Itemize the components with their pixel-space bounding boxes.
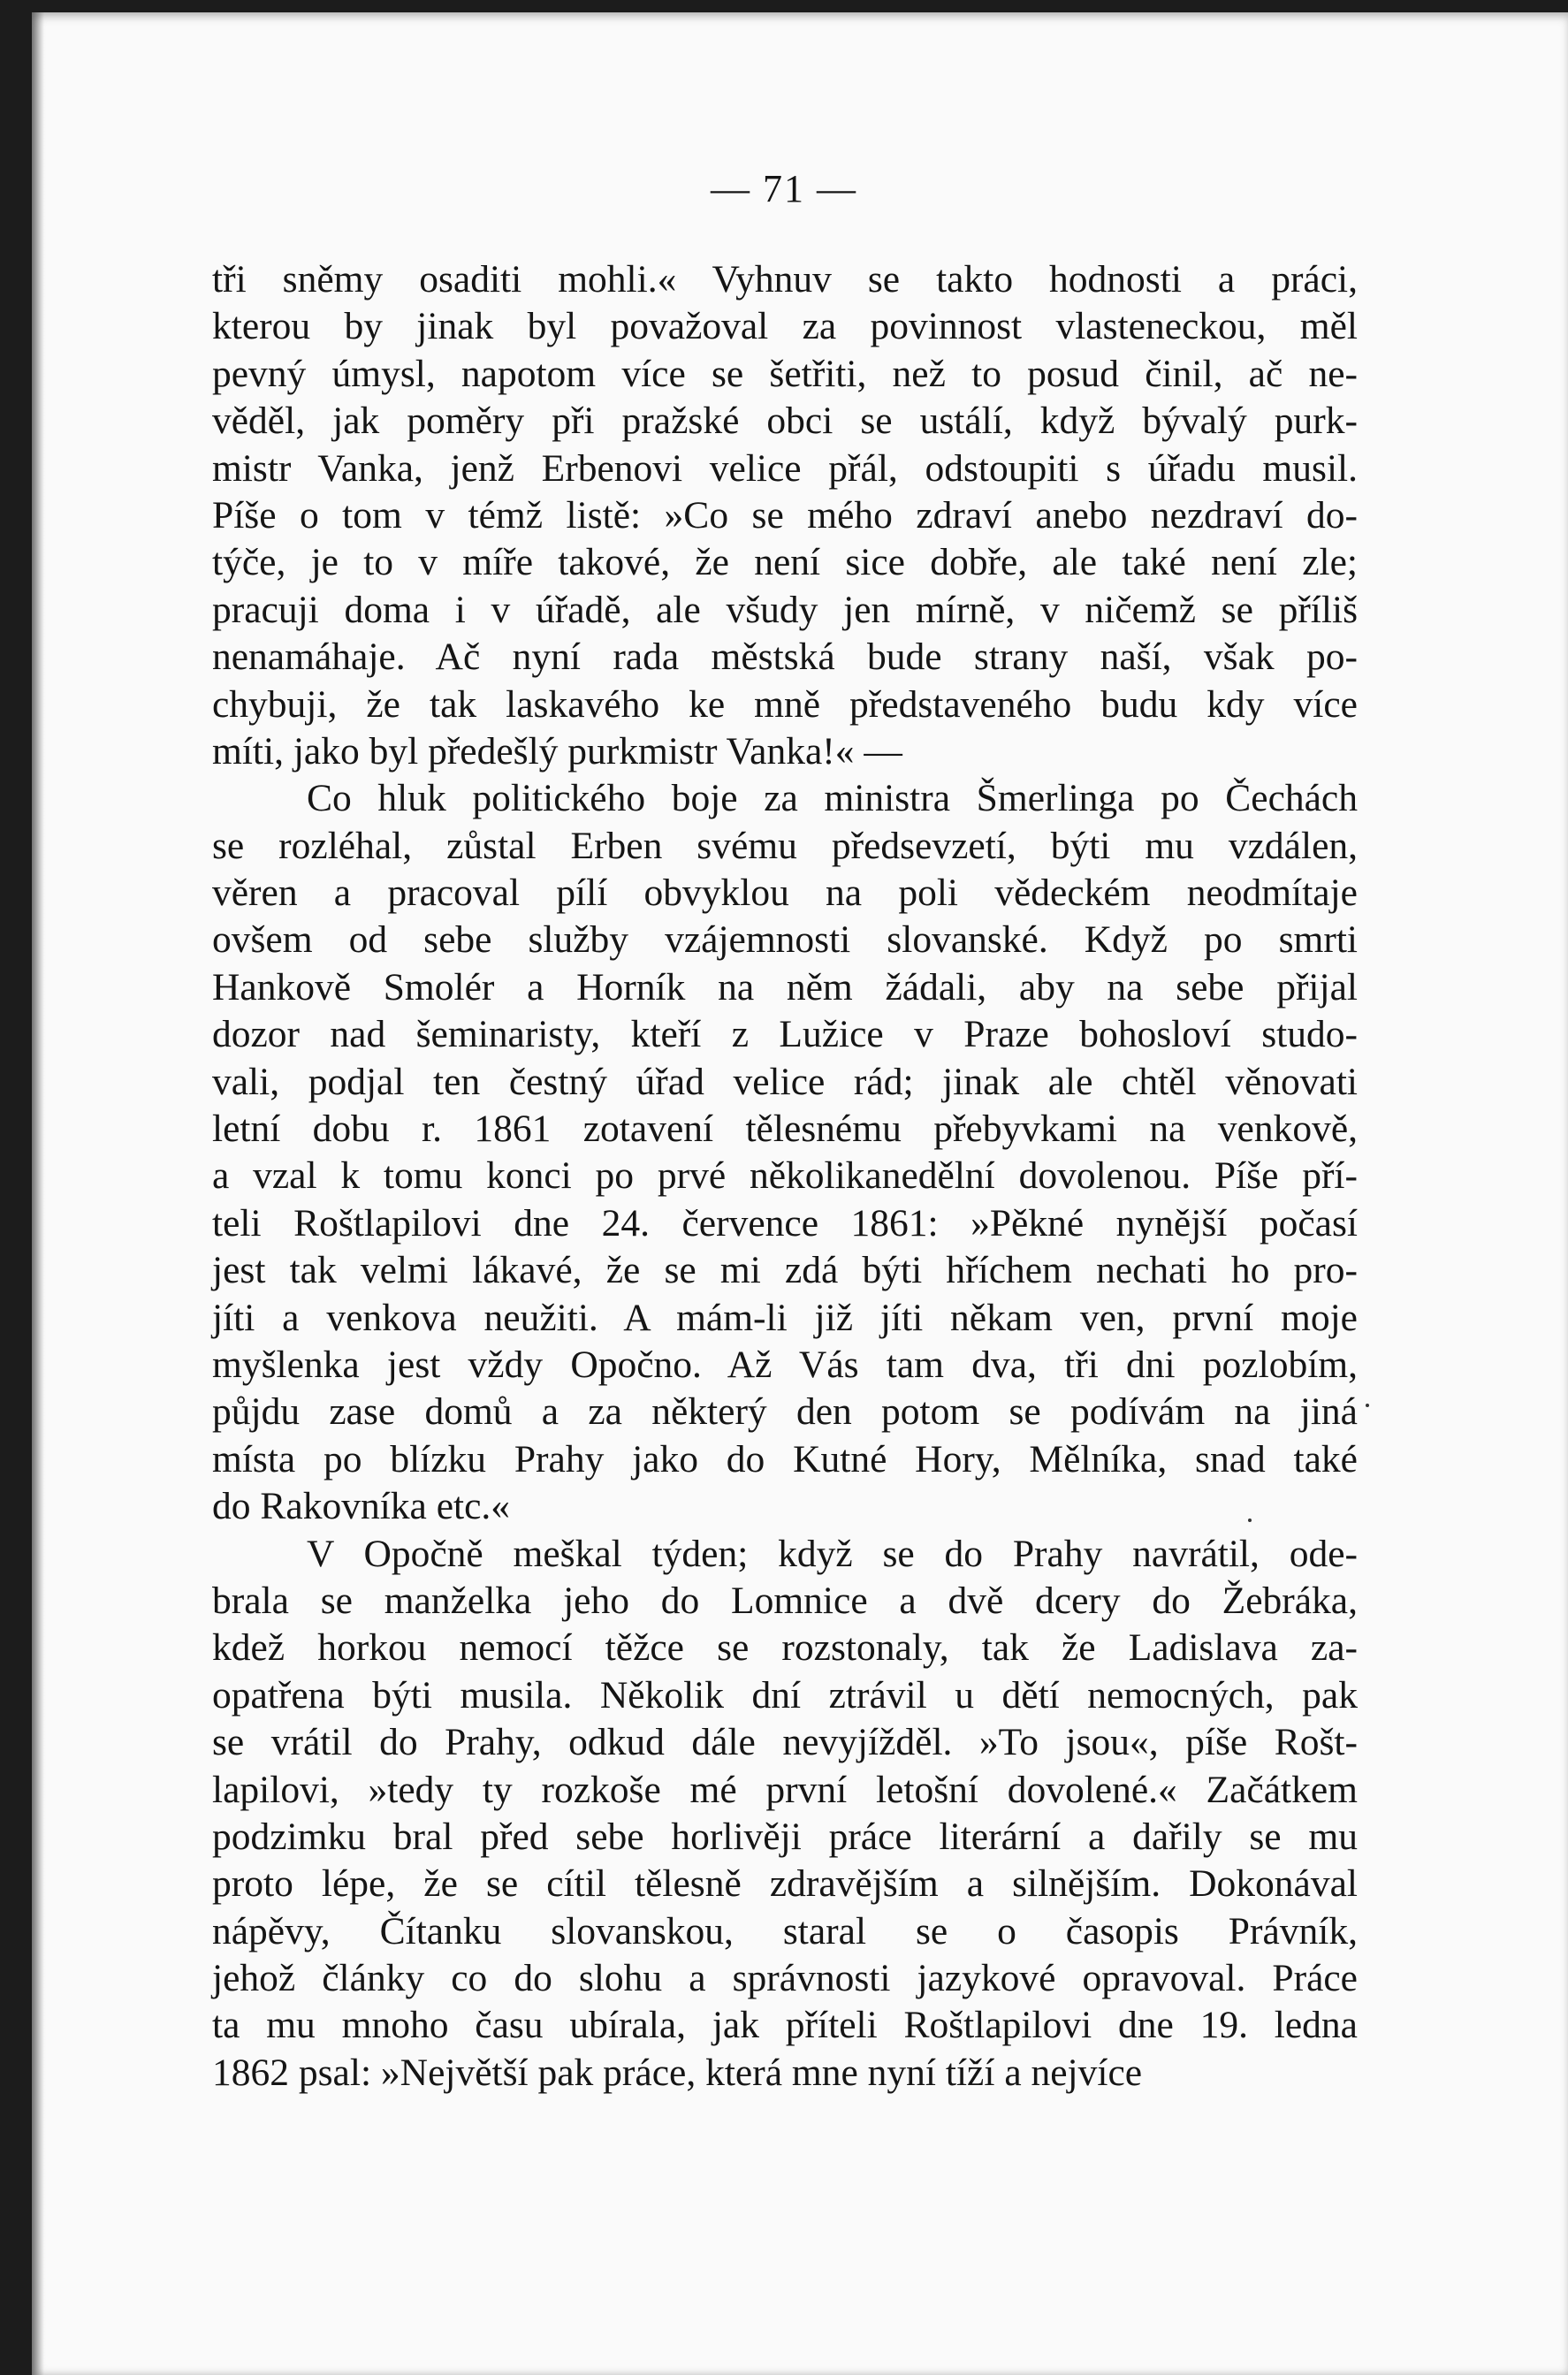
text-line: věděl, jak poměry při pražské obci se ustálí, když bývalý purk- bbox=[212, 400, 1358, 443]
text-line: míti, jako byl předešlý purkmistr Vanka!« — bbox=[212, 729, 902, 773]
paragraph bbox=[212, 256, 1358, 775]
scan-speck bbox=[1366, 1404, 1369, 1407]
text-line: letní dobu r. 1861 zotavení tělesnému přebyvkami na venkově, bbox=[212, 1108, 1358, 1151]
text-line: opatřena býti musila. Několik dní ztrávil u dětí nemocných, pak bbox=[212, 1673, 1358, 1717]
text-line: se vrátil do Prahy, odkud dále nevyjížděl. »To jsou«, píše Rošt- bbox=[212, 1721, 1358, 1764]
text-line: jíti a venkova neužiti. A mám-li již jíti někam ven, první moje bbox=[212, 1296, 1358, 1339]
text-line: Píše o tom v témž listě: »Co se mého zdraví anebo nezdraví do- bbox=[212, 493, 1358, 537]
text-line: vali, podjal ten čestný úřad velice rád; jinak ale chtěl věnovati bbox=[212, 1060, 1358, 1103]
text-line: kterou by jinak byl považoval za povinnost vlasteneckou, měl bbox=[212, 305, 1358, 348]
text-line: podzimku bral před sebe horlivěji práce literární a dařily se mu bbox=[212, 1815, 1358, 1858]
text-line: V Opočně meškal týden; když se do Prahy navrátil, ode- bbox=[307, 1532, 1358, 1575]
paragraph bbox=[212, 1531, 1358, 2097]
text-line: Hankově Smolér a Horník na něm žádali, aby na sebe přijal bbox=[212, 965, 1358, 1009]
text-line: věren a pracoval pílí obvyklou na poli vědeckém neodmítaje bbox=[212, 872, 1358, 915]
text-line: kdež horkou nemocí těžce se rozstonaly, tak že Ladislava za- bbox=[212, 1626, 1358, 1670]
text-line: brala se manželka jeho do Lomnice a dvě dcery do Žebráka, bbox=[212, 1579, 1358, 1622]
body-text bbox=[212, 256, 1358, 2097]
text-line: nápěvy, Čítanku slovanskou, staral se o časopis Právník, bbox=[212, 1909, 1358, 1953]
paragraph bbox=[212, 775, 1358, 1530]
text-line: jehož články co do slohu a správnosti jazykové opravoval. Práce bbox=[212, 1957, 1358, 2000]
text-line: mistr Vanka, jenž Erbenovi velice přál, odstoupiti s úřadu musil. bbox=[212, 446, 1358, 490]
text-line: lapilovi, »tedy ty rozkoše mé první letošní dovolené.« Začátkem bbox=[212, 1768, 1358, 1811]
text-line: Co hluk politického boje za ministra Šmerlinga po Čechách bbox=[307, 777, 1358, 820]
text-line: chybuji, že tak laskavého ke mně představeného budu kdy více bbox=[212, 682, 1358, 726]
text-line: proto lépe, že se cítil tělesně zdravějším a silnějším. Dokonával bbox=[212, 1862, 1358, 1906]
text-line: půjdu zase domů a za některý den potom se podívám na jiná bbox=[212, 1390, 1358, 1434]
text-line: týče, je to v míře takové, že není sice dobře, ale také není zle; bbox=[212, 541, 1358, 584]
text-line: místa po blízku Prahy jako do Kutné Hory, Mělníka, snad také bbox=[212, 1437, 1358, 1481]
text-line: pracuji doma i v úřadě, ale všudy jen mírně, v ničemž se příliš bbox=[212, 588, 1358, 631]
text-line: nenamáhaje. Ač nyní rada městská bude strany naší, však po- bbox=[212, 636, 1358, 679]
text-line: a vzal k tomu konci po prvé několikanedělní dovolenou. Píše pří- bbox=[212, 1154, 1358, 1198]
text-line: ta mu mnoho času ubírala, jak příteli Roštlapilovi dne 19. ledna bbox=[212, 2004, 1358, 2047]
text-line: jest tak velmi lákavé, že se mi zdá býti hříchem nechati ho pro- bbox=[212, 1249, 1358, 1292]
text-line: 1862 psal: »Největší pak práce, která mne nyní tíží a nejvíce bbox=[212, 2051, 1143, 2094]
text-line: teli Roštlapilovi dne 24. července 1861: »Pěkné nynější počasí bbox=[212, 1201, 1358, 1245]
text-line: do Rakovníka etc.« bbox=[212, 1485, 511, 1528]
text-line: ovšem od sebe služby vzájemnosti slovanské. Když po smrti bbox=[212, 918, 1358, 962]
text-line: se rozléhal, zůstal Erben svému předsevzetí, býti mu vzdálen, bbox=[212, 824, 1358, 867]
text-line: tři sněmy osaditi mohli.« Vyhnuv se takto hodnosti a práci, bbox=[212, 258, 1358, 301]
text-line: dozor nad šeminaristy, kteří z Lužice v Praze bohosloví studo- bbox=[212, 1013, 1358, 1056]
scan-speck bbox=[1248, 1519, 1252, 1522]
text-line: pevný úmysl, napotom více se šetřiti, než to posud činil, ač ne- bbox=[212, 352, 1358, 395]
spine-shadow bbox=[32, 12, 44, 2375]
text-line: myšlenka jest vždy Opočno. Až Vás tam dva, tři dni pozlobím, bbox=[212, 1343, 1358, 1386]
page-number: — 71 — bbox=[711, 167, 857, 210]
